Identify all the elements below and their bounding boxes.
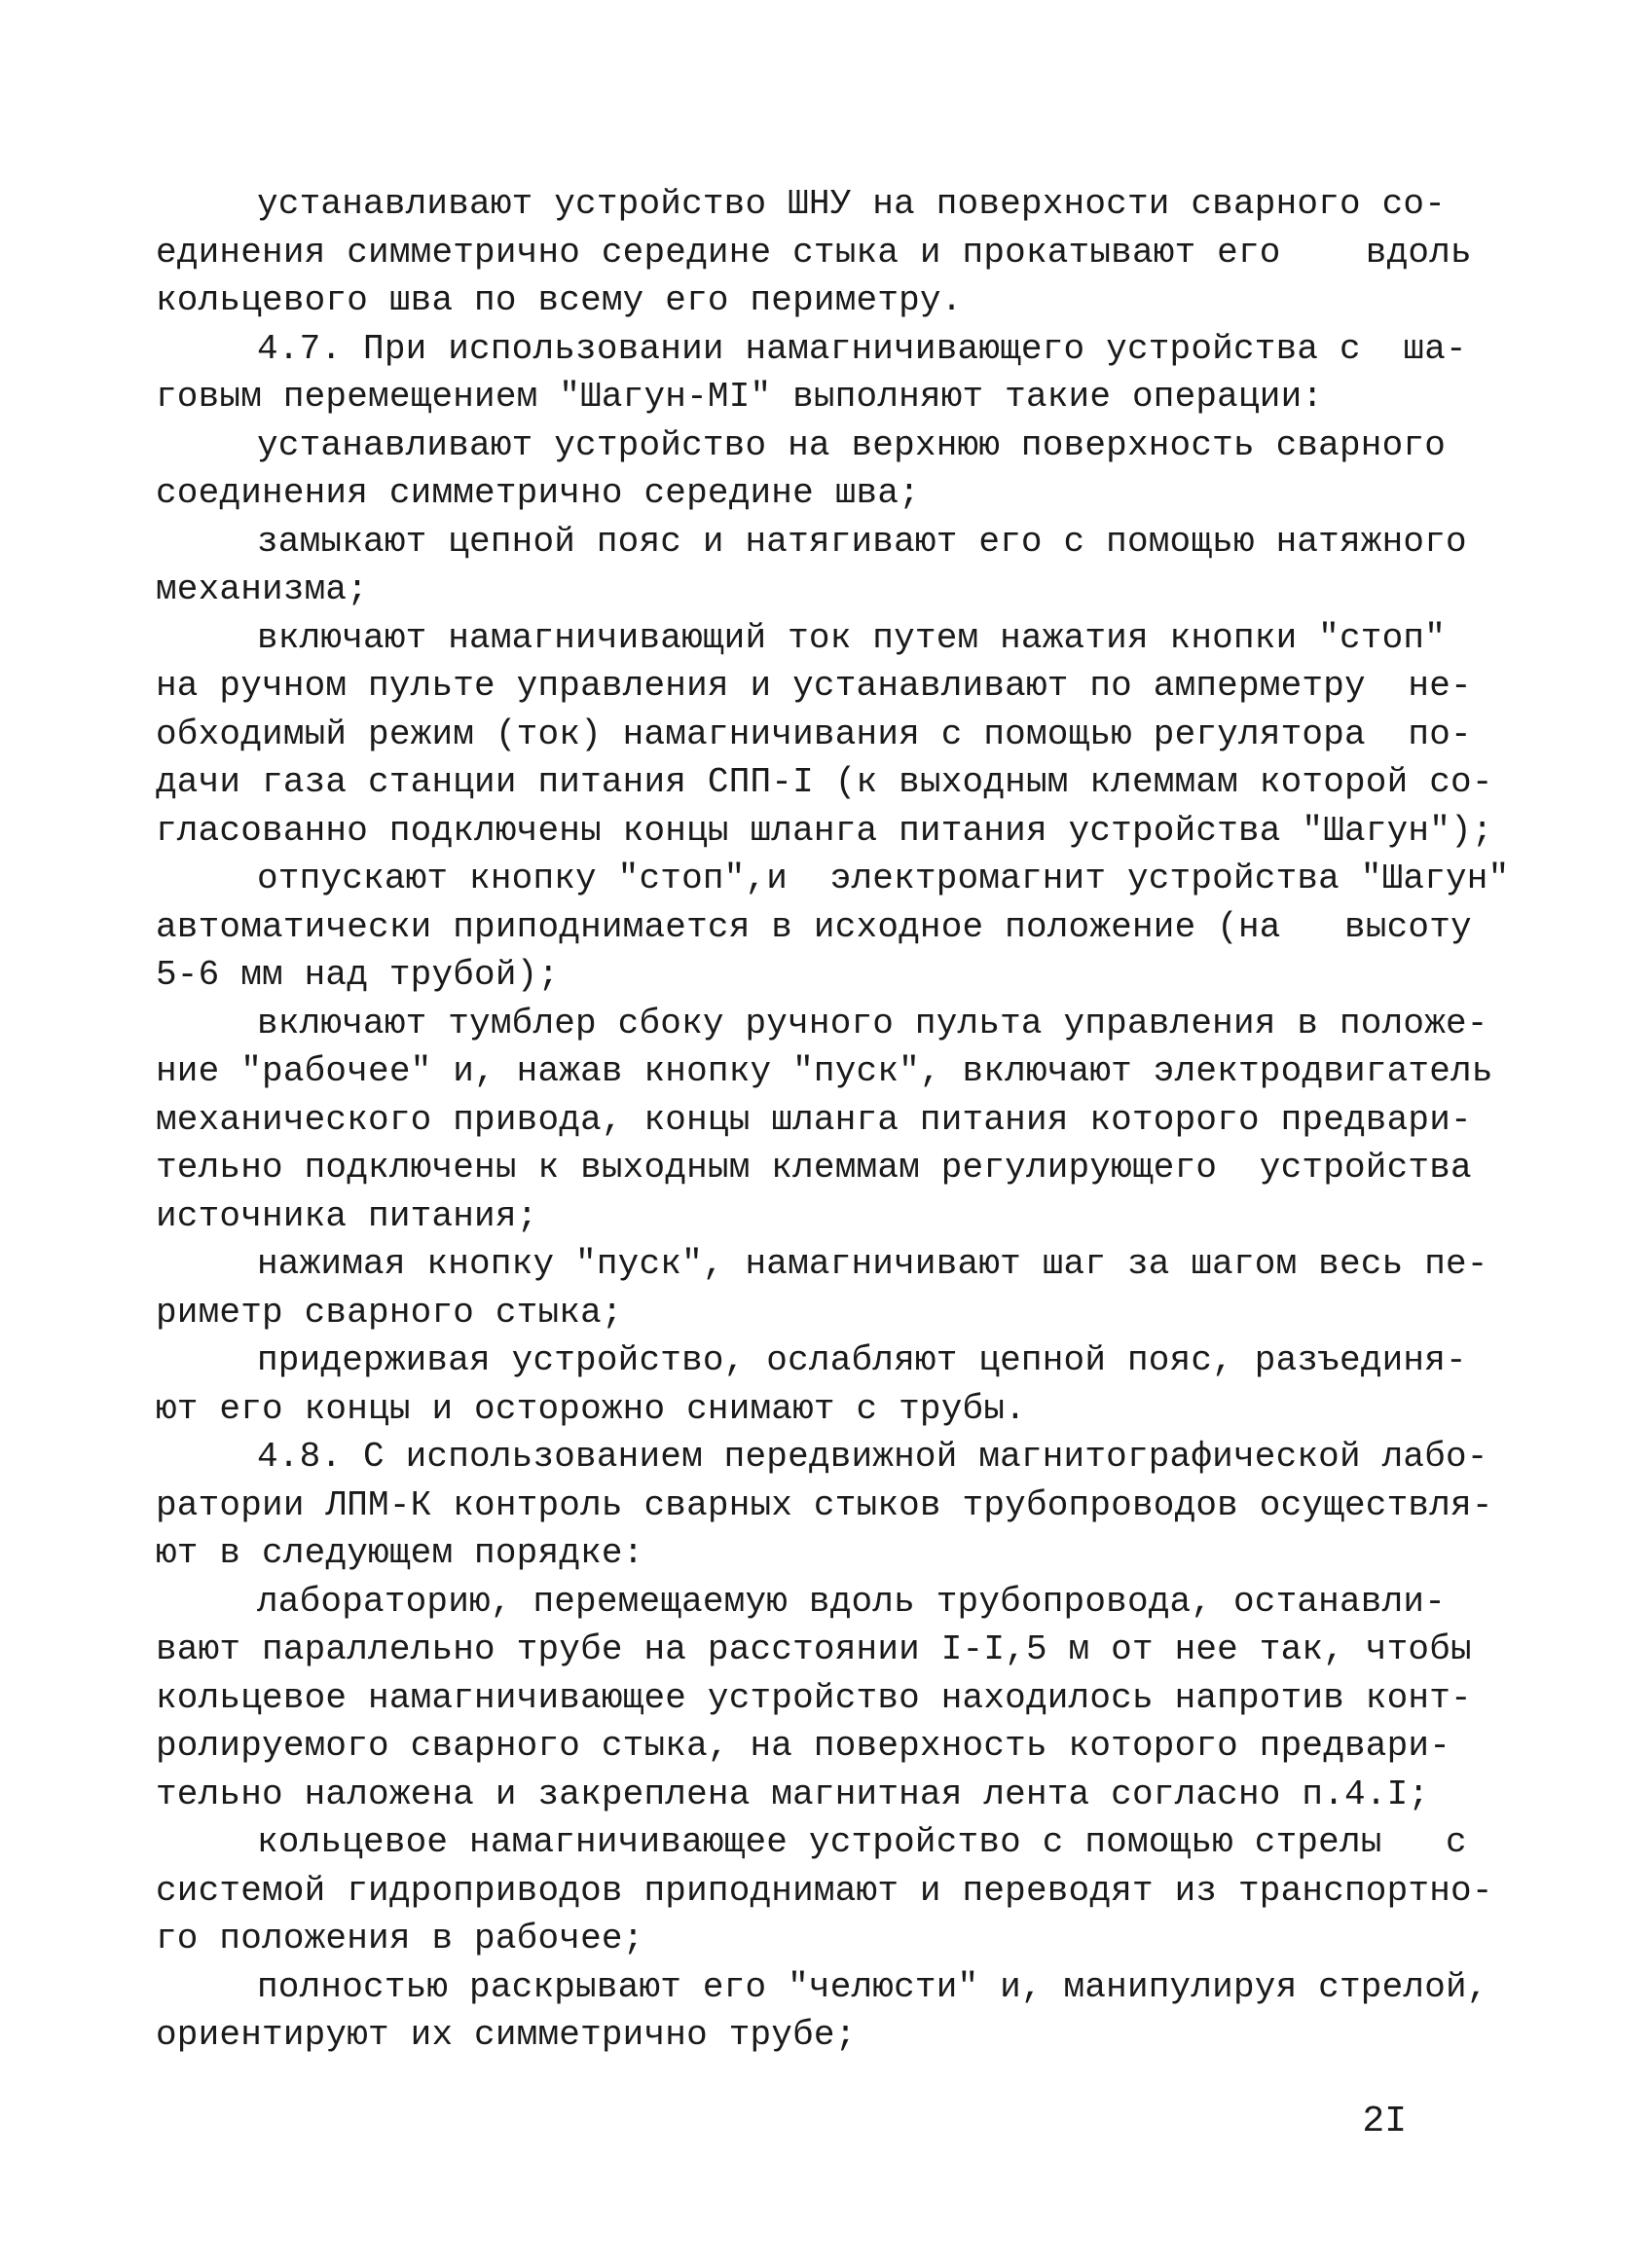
text-line: ратории ЛПМ-К контроль сварных стыков трубопроводов осуществля- bbox=[156, 1484, 1493, 1525]
text-line: отпускают кнопку "стоп",и электромагнит устройства "Шагун" bbox=[257, 859, 1510, 898]
text-line: системой гидроприводов приподнимают и переводят из транспортно- bbox=[156, 1870, 1493, 1911]
text-line: вают параллельно трубе на расстоянии I-I,5 м от нее так, чтобы bbox=[156, 1629, 1472, 1669]
text-line: источника питания; bbox=[156, 1195, 538, 1236]
body-text bbox=[156, 180, 1510, 2060]
text-line: нажимая кнопку "пуск", намагничивают шаг за шагом весь пе- bbox=[257, 1244, 1488, 1284]
text-line: кольцевое намагничивающее устройство с помощью стрелы с bbox=[257, 1822, 1467, 1862]
text-line: кольцевое намагничивающее устройство находилось напротив конт- bbox=[156, 1677, 1472, 1718]
text-line: ролируемого сварного стыка, на поверхность которого предвари- bbox=[156, 1726, 1451, 1766]
text-line: единения симметрично середине стыка и прокатывают его вдоль bbox=[156, 232, 1472, 273]
text-line: полностью раскрывают его "челюсти" и, манипулируя стрелой, bbox=[257, 1966, 1488, 2007]
text-line: го положения в рабочее; bbox=[156, 1919, 644, 1958]
text-line: тельно подключены к выходным клеммам регулирующего устройства bbox=[156, 1148, 1472, 1188]
text-line: включают тумблер сбоку ручного пульта управления в положе- bbox=[257, 1003, 1488, 1043]
text-line: устанавливают устройство ШНУ на поверхности сварного со- bbox=[257, 184, 1446, 224]
text-line: механизма; bbox=[156, 569, 369, 609]
text-line: включают намагничивающий ток путем нажатия кнопки "стоп" bbox=[257, 617, 1446, 658]
text-line: ние "рабочее" и, нажав кнопку "пуск", включают электродвигатель bbox=[156, 1051, 1493, 1091]
text-line: дачи газа станции питания СПП-I (к выходным клеммам которой со- bbox=[156, 762, 1493, 802]
page-number: 2I bbox=[1362, 2101, 1407, 2142]
text-line: устанавливают устройство на верхнюю поверхность сварного bbox=[257, 424, 1446, 465]
text-line: лабораторию, перемещаемую вдоль трубопровода, останавли- bbox=[257, 1581, 1446, 1622]
text-line: 4.8. С использованием передвижной магнитографической лабо- bbox=[257, 1437, 1488, 1477]
text-line: соединения симметрично середине шва; bbox=[156, 473, 920, 513]
text-line: ют его концы и осторожно снимают с трубы. bbox=[156, 1388, 1026, 1429]
text-line: на ручном пульте управления и устанавливают по амперметру не- bbox=[156, 666, 1472, 706]
text-line: 5-6 мм над трубой); bbox=[156, 955, 560, 995]
text-line: придерживая устройство, ослабляют цепной пояс, разъединя- bbox=[257, 1340, 1467, 1380]
text-line: обходимый режим (ток) намагничивания с помощью регулятора по- bbox=[156, 713, 1472, 754]
text-line: 4.7. При использовании намагничивающего устройства с ша- bbox=[257, 328, 1467, 369]
text-line: замыкают цепной пояс и натягивают его с помощью натяжного bbox=[257, 521, 1467, 562]
text-line: ориентируют их симметрично трубе; bbox=[156, 2015, 857, 2055]
text-line: ют в следующем порядке: bbox=[156, 1533, 644, 1573]
text-line: говым перемещением "Шагун-МI" выполняют такие операции: bbox=[156, 377, 1324, 417]
text-line: тельно наложена и закреплена магнитная лента согласно п.4.I; bbox=[156, 1774, 1430, 1814]
text-line: риметр сварного стыка; bbox=[156, 1292, 623, 1333]
text-line: кольцевого шва по всему его периметру. bbox=[156, 280, 963, 320]
text-line: гласованно подключены концы шланга питания устройства "Шагун"); bbox=[156, 810, 1493, 851]
text-line: механического привода, концы шланга питания которого предвари- bbox=[156, 1099, 1472, 1140]
text-line: автоматически приподнимается в исходное положение (на высоту bbox=[156, 906, 1472, 947]
